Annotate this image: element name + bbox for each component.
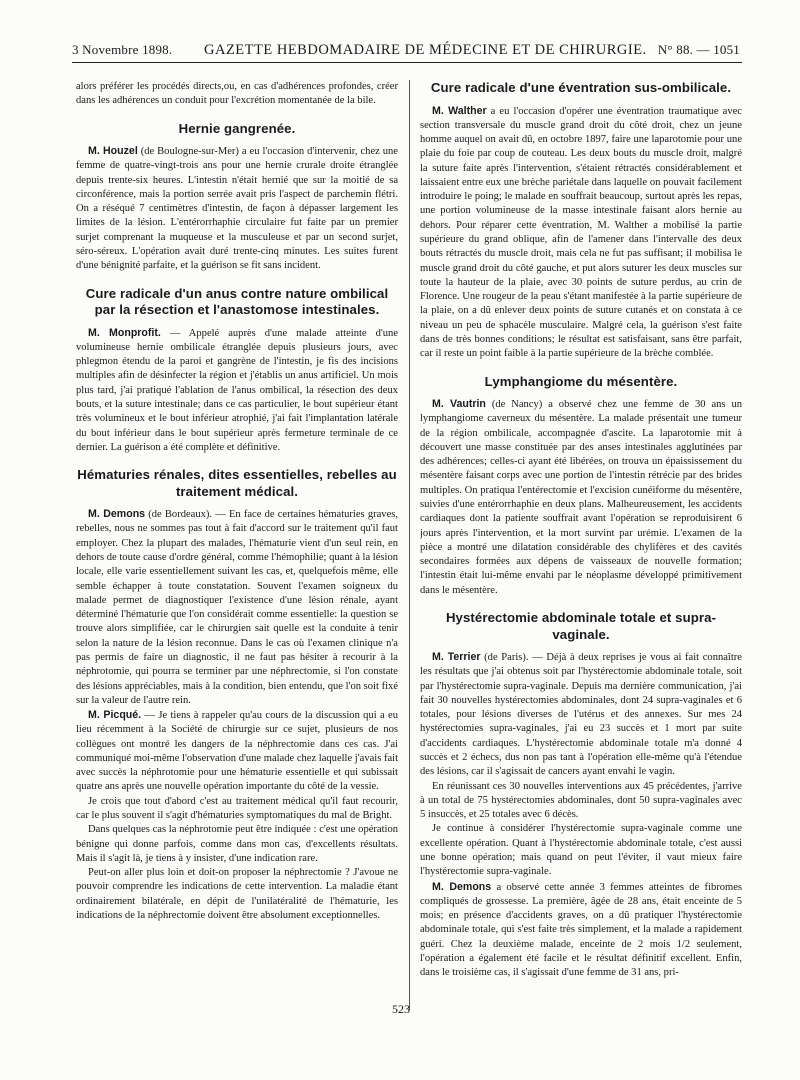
paragraph: [76, 708, 398, 795]
section-title-hysterectomie: Hystérectomie abdominale totale et supra-vaginale.: [445, 610, 717, 642]
paragraph: [76, 507, 398, 708]
paragraph: [420, 397, 742, 598]
paragraph-text: (de Boulogne-sur-Mer) a eu l'occasion d'intervenir, chez une femme de quatre-vingt-trois ans pour une hernie crurale droite étranglée depuis trente-six heures. L'intestin n'était hernié que sur la moitié de sa circonférence, mais la portion serrée avait pris l'aspect de parchemin flétri. On a réséqué 7 centimètres d'intestin, de façon à dépasser largement les limites de la lésion. L'entérorrhaphie circulaire fut faite par un premier surjet comprenant la muqueuse et la musculeuse et par un second surjet, séro-séreux. L'opération avait duré trente-cinq minutes. Les suites furent d'une bénignité parfaite, et la guérison se fit sans incident.: [76, 146, 398, 272]
paragraph: [420, 650, 742, 780]
section-title-eventration: Cure radicale d'une éventration sus-ombilicale.: [430, 80, 732, 95]
author-name: M. Terrier: [432, 651, 481, 663]
author-name: M. Walther: [432, 104, 487, 117]
left-column: [76, 80, 398, 1015]
paragraph-text: (de Paris). — Déjà à deux reprises je vous ai fait connaître les résultats que j'ai obtenus soit par l'hystérectomie abdominale totale, soit par l'hystérectomie supra-vaginale. Depuis ma dernière communication, j'ai fait 30 nouvelles hystérectomies abdominales, dont 24 supra-vaginales et 6 totales, pour lésions diverses de l'utérus et des annexes. Sur mes 24 hystérectomies supra-vaginales, j'ai eu 23 succès et 1 mort par suite d'accidents cardiaques. L'hystérectomie abdominale totale m'a donné 4 succès et 2 échecs, dus non pas tant à l'opération elle-même qu'à l'étendue des lésions, car il s'agissait de cancers ayant envahi le vagin.: [420, 652, 742, 778]
paragraph: En réunissant ces 30 nouvelles interventions aux 45 précédentes, j'arrive à un total de 75 hystérectomies abdominales, dont 50 supra-vaginales avec 5 insuccès, et 25 totales avec 6 décès.: [420, 780, 742, 821]
paragraph: Je crois que tout d'abord c'est au traitement médical qu'il faut recourir, car le plus souvent il s'agit d'hématuries symptomatiques du mal de Bright.: [76, 795, 398, 822]
section-title-lymphangiome: Lymphangiome du mésentère.: [484, 373, 678, 389]
paragraph: Dans quelques cas la néphrotomie peut être indiquée : c'est une opération bénigne qui donne parfois, comme dans mon cas, d'excellents résultats. Mais il s'agit là, je tiens à y insister, d'une indication rare.: [76, 824, 398, 864]
author-name: M. Demons: [88, 508, 146, 521]
author-name: M. Houzel: [88, 145, 138, 158]
journal-title: GAZETTE HEBDOMADAIRE DE MÉDECINE ET DE CHIRURGIE.: [204, 42, 647, 58]
paragraph-text: a observé cette année 3 femmes atteintes de fibromes compliqués de grossesse. La première, âgée de 28 ans, était enceinte de 5 mois; en présence d'accidents graves, on a dû pratiquer l'hystérectomie abdominale totale, qui s'est faite très simplement, et la malade a rapidement guéri. Chez la deuxième malade, enceinte de 2 mois 1/2 seulement, l'opération a également été facile et le résultat définitif excellent. Enfin, dans le troisième cas, il s'agissait d'une femme de 31 ans, pri-: [420, 881, 742, 979]
paragraph-text: (de Nancy) a observé chez une femme de 30 ans un lymphangiome caverneux du mésentère. La malade présentait une tumeur de la région ombilicale, accompagnée d'ascite. La laparotomie mit à découvert une masse constituée par des anses intestinales agglutinées par des adhérences; celles-ci ayant été libérées, on trouva un épaississement du mésentère faisant corps avec une portion de l'intestin rétrécie par des brides multiples. On pratiqua l'entérectomie et l'excision cunéiforme du mésentère, suivies d'une entérorrhaphie en deux plans. Malheureusement, les accidents cardiaques dont la patiente souffrait avant l'opération se reproduisirent 6 jours après l'intervention, et la mort survint par urémie. L'examen de la pièce a montré une dilatation considérable des chylifères et des cavités secondaires formées aux dépens de vaisseaux de nouvelle formation; l'intestin était lui-même envahi par le néoplasme développé primitivement dans le mésentère.: [420, 399, 742, 596]
author-name: M. Vautrin: [432, 398, 486, 411]
intro-paragraph: alors préférer les procédés directs,ou, en cas d'adhérences profondes, créer dans les adhérences un conduit pour l'excrétion momentanée de la bile.: [76, 81, 398, 107]
paragraph-text: — Appelé auprès d'une malade atteinte d'une volumineuse hernie ombilicale étranglée depuis plusieurs jours, avec phlegmon étendu de la paroi et gangrène de l'intestin, je fis des incisions multiples afin de désinfecter la région et j'établis un anus artificiel. Un mois plus tard, j'ai pratiqué l'ablation de l'anus ombilical, la résection des deux bouts, et la suture intestinale; dans ce cas particulier, le bout supérieur étant très volumineux et le bout inférieur atrophié, j'ai fait l'implantation latérale du bout inférieur dans le bout supérieur après fermeture terminale de ce dernier. La guérison a été complète et définitive.: [76, 327, 398, 453]
section-title-anus: Cure radicale d'un anus contre nature ombilical par la résection et l'anastomose intestinales.: [85, 285, 389, 318]
paragraph-text: a eu l'occasion d'opérer une éventration traumatique avec section transversale du muscle grand droit du côté droit, chez un jeune homme auquel on avait dû, en octobre 1897, faire une laparotomie pour une plaie du foie par coup de couteau. Les deux bouts du muscle droit, malgré la suture faite après l'intervention, s'étaient rétractés considérablement et laissaient entre eux une brèche pariétale dans laquelle on pouvait facilement introduire le poing; le malade en souffrait beaucoup, surtout après les repas, une portion volumineuse de la masse intestinale faisant alors hernie au dehors. Pour réparer cette éventration, M. Walther a mobilisé la partie supérieure du grand oblique, afin de l'amener dans l'intervalle des deux bouts rétractés du muscle droit, mais cela ne fut pas suffisant; il mobilisa le muscle grand droit du côté gauche, et put alors suturer les deux muscles sur toute la hauteur de la plaie, avec 30 points de suture perdus, au crin de Florence. Une rougeur de la peau s'étant manifestée à la partie supérieure de la plaie, on a dû enlever deux points de suture cutanés et on constata à ce niveau un peu de sphacèle musculaire. Malgré cela, la guérison s'est faite dans de très bonnes conditions; le résultat est satisfaisant, sans être parfait, car il reste un point faible à la partie supérieure de la brèche comblée.: [420, 105, 742, 360]
paragraph: Peut-on aller plus loin et doit-on proposer la néphrectomie ? J'avoue ne pouvoir comprendre les indications de cette intervention. La maladie étant ordinairement bilatérale, en dépit de l'unilatéralité de l'hématurie, les indications de la néphrectomie doivent être absolument exceptionnelles.: [76, 867, 398, 921]
paragraph: [420, 880, 742, 981]
paragraph-text: — Je tiens à rappeler qu'au cours de la discussion qui a eu lieu récemment à la Société de chirurgie sur ce sujet, plusieurs de nos collègues ont montré les dangers de la néphrectomie dans ces cas. J'ai communiqué moi-même l'observation d'une malade chez laquelle j'avais fait avec succès la néphrotomie pour une hématurie essentielle et qui subissait quatre ans après une nouvelle opération importante du côté de la vessie.: [76, 710, 398, 793]
paragraph: [76, 326, 398, 456]
section-title-hematuries: Hématuries rénales, dites essentielles, rebelles au traitement médical.: [77, 467, 397, 499]
author-name: M. Demons: [432, 880, 492, 893]
paragraph: [76, 144, 398, 274]
paragraph: Je continue à considérer l'hystérectomie supra-vaginale comme une excellente opération. Quant à l'hystérectomie abdominale totale, c'est aussi une bonne opération; mais quand on peut l'éviter, il vaut mieux faire l'hystérectomie supra-vaginale.: [420, 823, 742, 878]
right-column: [420, 80, 742, 1015]
paragraph-text: (de Bordeaux). — En face de certaines hématuries graves, rebelles, nous ne sommes pas tout à fait d'accord sur le traitement qu'il faut employer. Chez la plupart des malades, l'hématurie vient d'un seul rein, en dehors de toute cause d'ordre général, comme l'hémophilie; quant à la lésion locale, elle varie essentiellement suivant les cas, et, quelquefois même, elle semble échapper à toute constatation. Souvent l'examen soigneux du malade permet de diagnostiquer l'existence d'une lésion rénale, ayant déterminé l'hématurie que l'on considérait comme essentielle: la question se trouve alors simplifiée, car le chirurgien sait quelle est la conduite à tenir selon la nature de la lésion reconnue. Dans le cas où l'examen clinique n'a pas permis de faire un diagnostic, il ne faut pas hésiter à recourir à la néphrotomie, qui pourra se terminer par une néphrectomie, si l'on constate des lésions appréciables, mais à la condition, bien entendu, que l'on soit fixé sur la valeur de l'autre rein.: [76, 509, 398, 706]
paragraph: [420, 104, 742, 362]
issue-number: N° 88. — 1051: [657, 42, 740, 57]
page-number: 523: [392, 1002, 410, 1016]
author-name: M. Monprofit.: [88, 326, 161, 339]
section-title-hernie: Hernie gangrenée.: [178, 120, 296, 136]
header-date: 3 Novembre 1898.: [72, 42, 173, 57]
author-name: M. Picqué.: [88, 709, 142, 722]
running-header: [72, 42, 742, 63]
column-divider: [409, 80, 410, 1010]
